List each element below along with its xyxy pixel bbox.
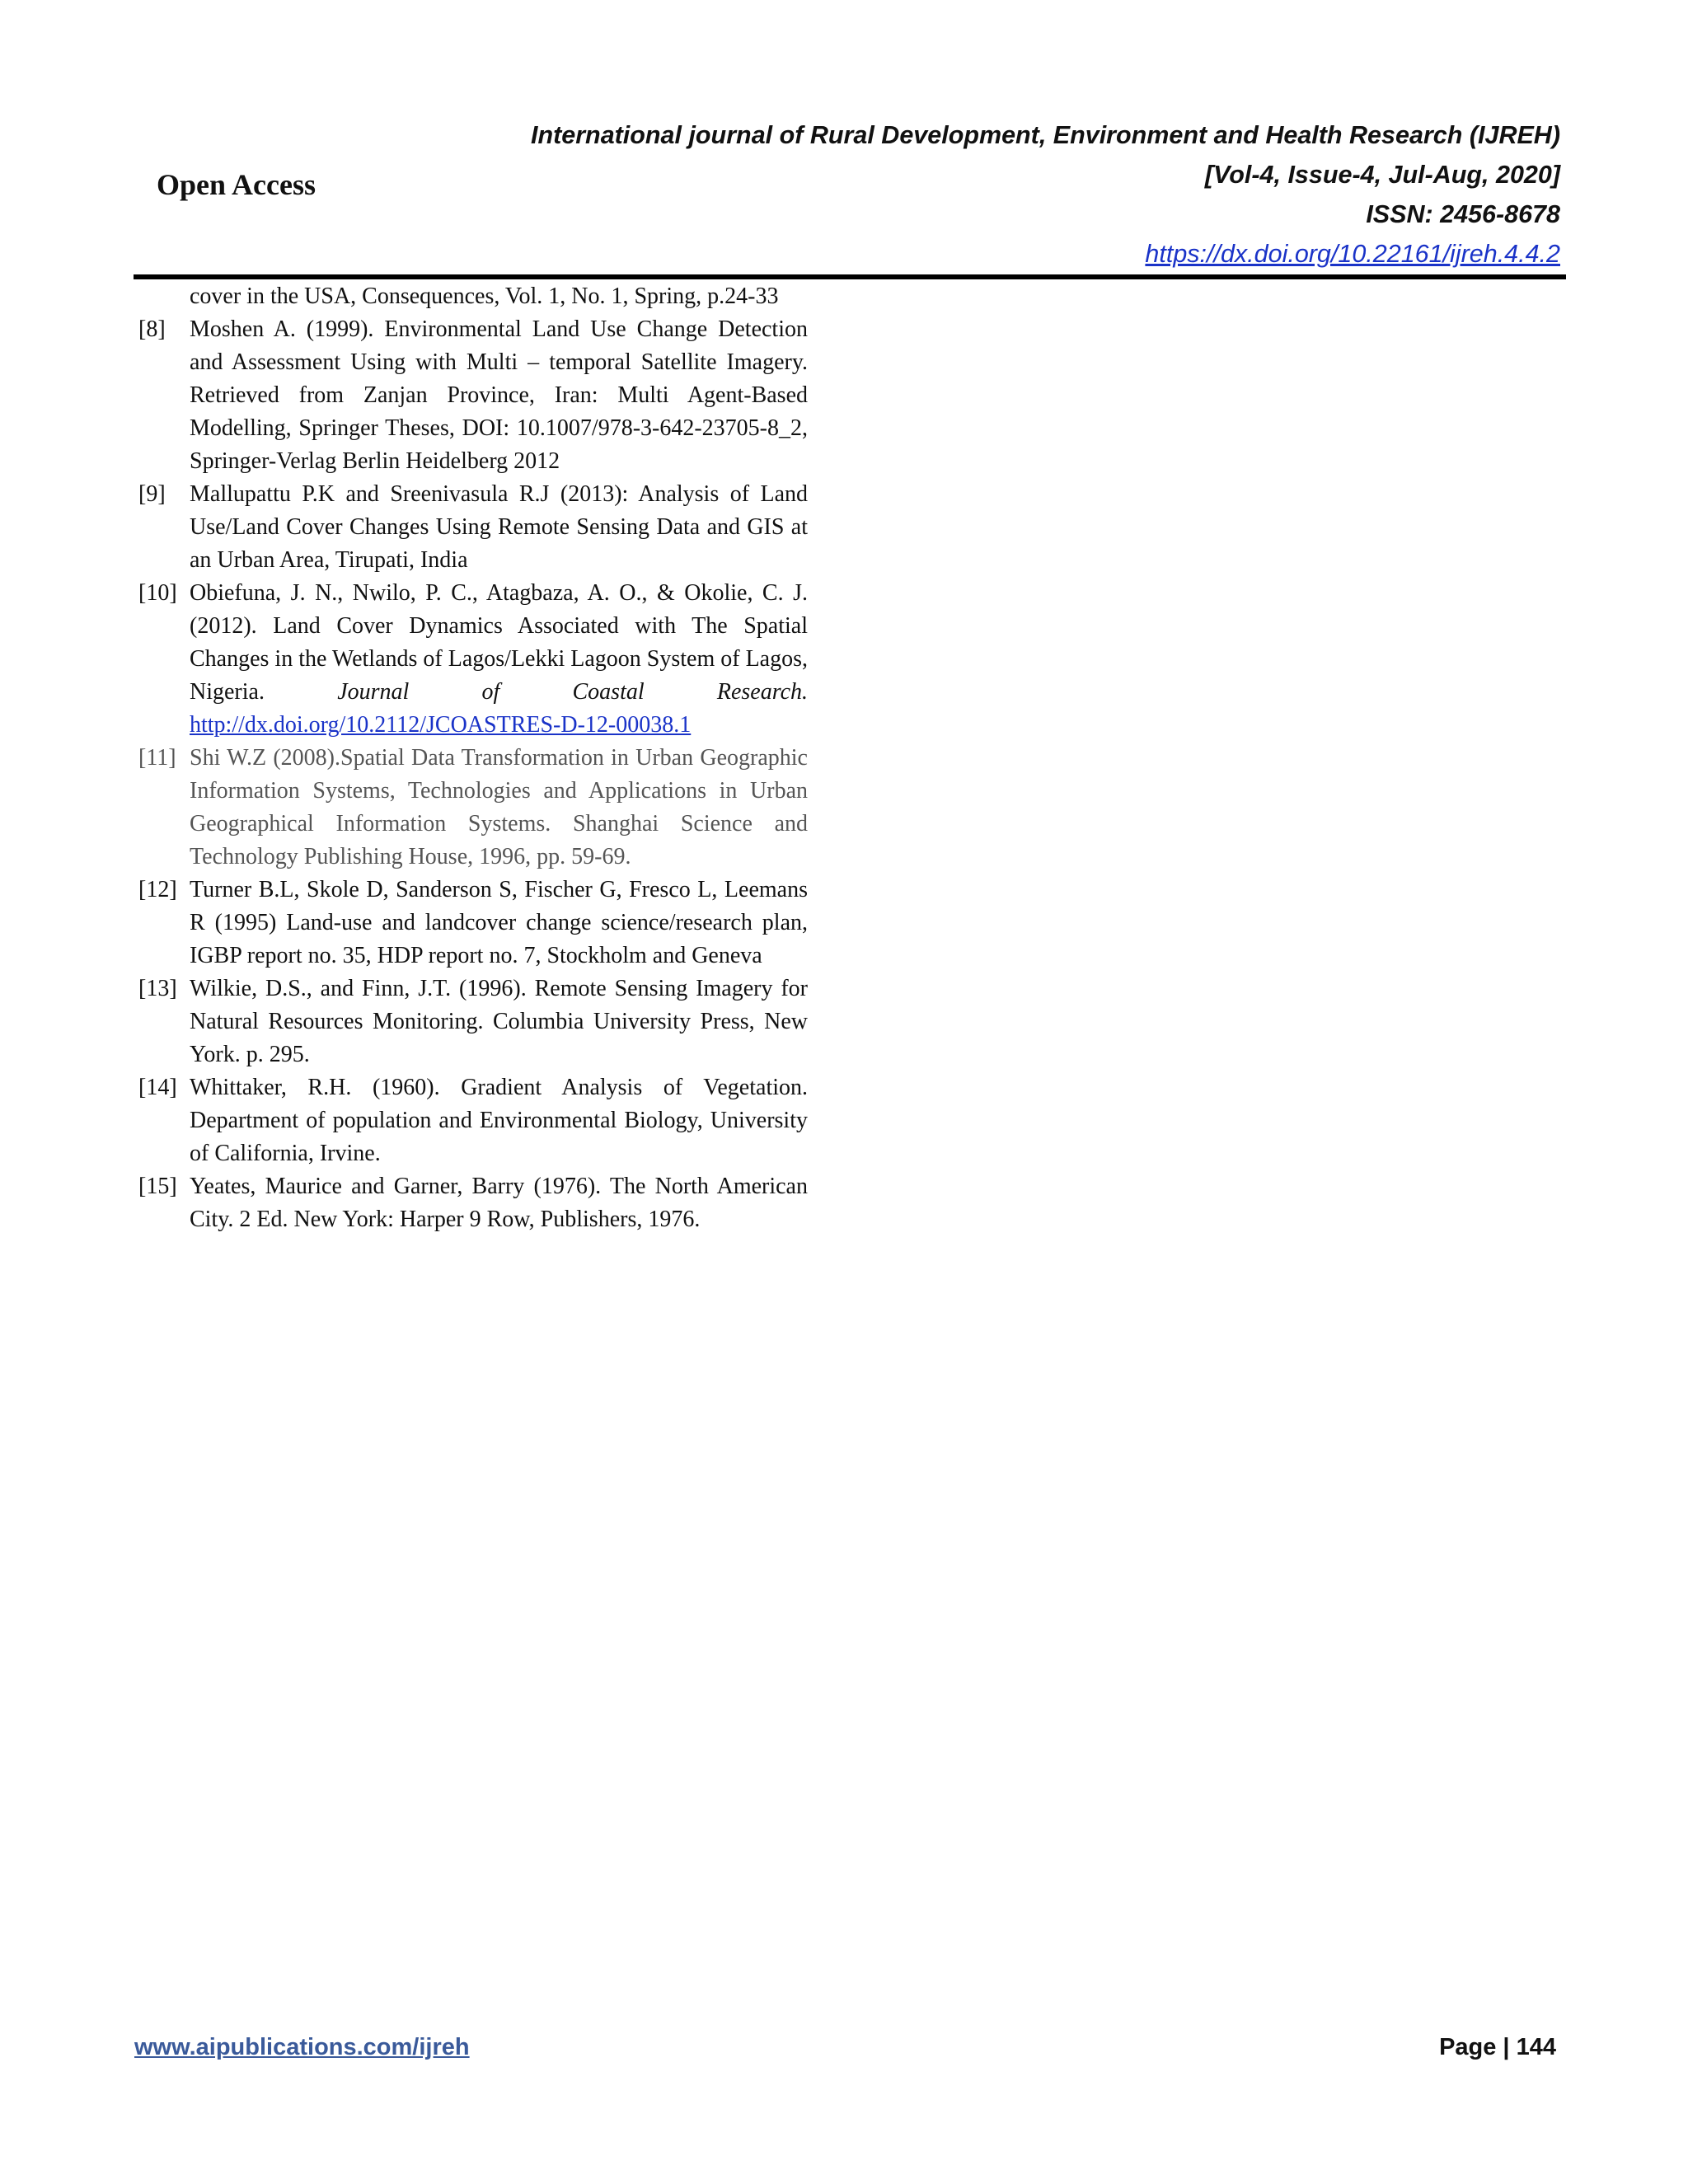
reference-15 [138,1170,808,1236]
volume-issue: [Vol-4, Issue-4, Jul-Aug, 2020] [1204,161,1560,189]
reference-number: [13] [138,976,177,1001]
reference-number: [12] [138,877,177,902]
website-link[interactable]: www.aipublications.com/ijreh [134,2034,470,2060]
page-number: Page | 144 [1439,2034,1556,2060]
reference-doi-link[interactable]: http://dx.doi.org/10.2112/JCOASTRES-D-12-00038.1 [190,712,692,738]
reference-number: [11] [138,745,176,771]
reference-12 [138,874,808,972]
journal-name: Journal of Coastal Research. [337,679,808,705]
open-access-label: Open Access [157,168,316,201]
reference-text: cover in the USA, Consequences, Vol. 1, No. 1, Spring, p.24-33 [190,284,779,309]
reference-text: Mallupattu P.K and Sreenivasula R.J (2013): Analysis of Land Use/Land Cover Changes Using Remote Sensing Data and GIS at an Urban Area, Tirupati, India [190,481,808,573]
journal-title: International journal of Rural Development, Environment and Health Research (IJREH) [530,121,1560,149]
reference-14 [138,1071,808,1170]
reference-10 [138,577,808,742]
reference-number: [9] [138,481,166,507]
reference-text: Yeates, Maurice and Garner, Barry (1976). The North American City. 2 Ed. New York: Harper 9 Row, Publishers, 1976. [190,1174,808,1232]
reference-number: [8] [138,316,166,342]
reference-9 [138,478,808,577]
reference-text: Whittaker, R.H. (1960). Gradient Analysis of Vegetation. Department of population and Environmental Biology, University of California, Irvine. [190,1075,808,1166]
reference-13 [138,972,808,1071]
reference-number: [10] [138,580,177,606]
reference-7-continuation [138,280,808,313]
reference-text: Shi W.Z (2008).Spatial Data Transformation in Urban Geographic Information Systems, Technologies and Applications in Urban Geographical Information Systems. Shanghai Science and Technology Publishing House, 1996, pp. 59-69. [190,745,808,869]
reference-11 [138,742,808,874]
reference-text-block [190,577,808,742]
reference-number: [15] [138,1174,177,1199]
reference-number: [14] [138,1075,177,1100]
journal-header [531,115,1560,274]
issn: ISSN: 2456-8678 [1366,200,1560,228]
reference-text: Wilkie, D.S., and Finn, J.T. (1996). Remote Sensing Imagery for Natural Resources Monitoring. Columbia University Press, New York. p. 295. [190,976,808,1067]
references-list [138,280,808,1236]
reference-8 [138,313,808,478]
header-divider [134,274,1566,279]
reference-text: Turner B.L, Skole D, Sanderson S, Fischer G, Fresco L, Leemans R (1995) Land-use and landcover change science/research plan, IGBP report no. 35, HDP report no. 7, Stockholm and Geneva [190,877,808,968]
reference-text: Moshen A. (1999). Environmental Land Use Change Detection and Assessment Using with Multi – temporal Satellite Imagery. Retrieved from Zanjan Province, Iran: Multi Agent-Based Modelling, Springer Theses, DOI: 10.1007/978-3-642-23705-8_2, Springer-Verlag Berlin Heidelberg 2012 [190,316,808,474]
reference-text: Obiefuna, J. N., Nwilo, P. C., Atagbaza, A. O., & Okolie, C. J. (2012). Land Cover Dynamics Associated with The Spatial Changes in the Wetlands of Lagos/Lekki Lagoon System of Lagos, Nigeria. [190,580,808,705]
doi-link[interactable]: https://dx.doi.org/10.22161/ijreh.4.4.2 [1145,240,1560,268]
